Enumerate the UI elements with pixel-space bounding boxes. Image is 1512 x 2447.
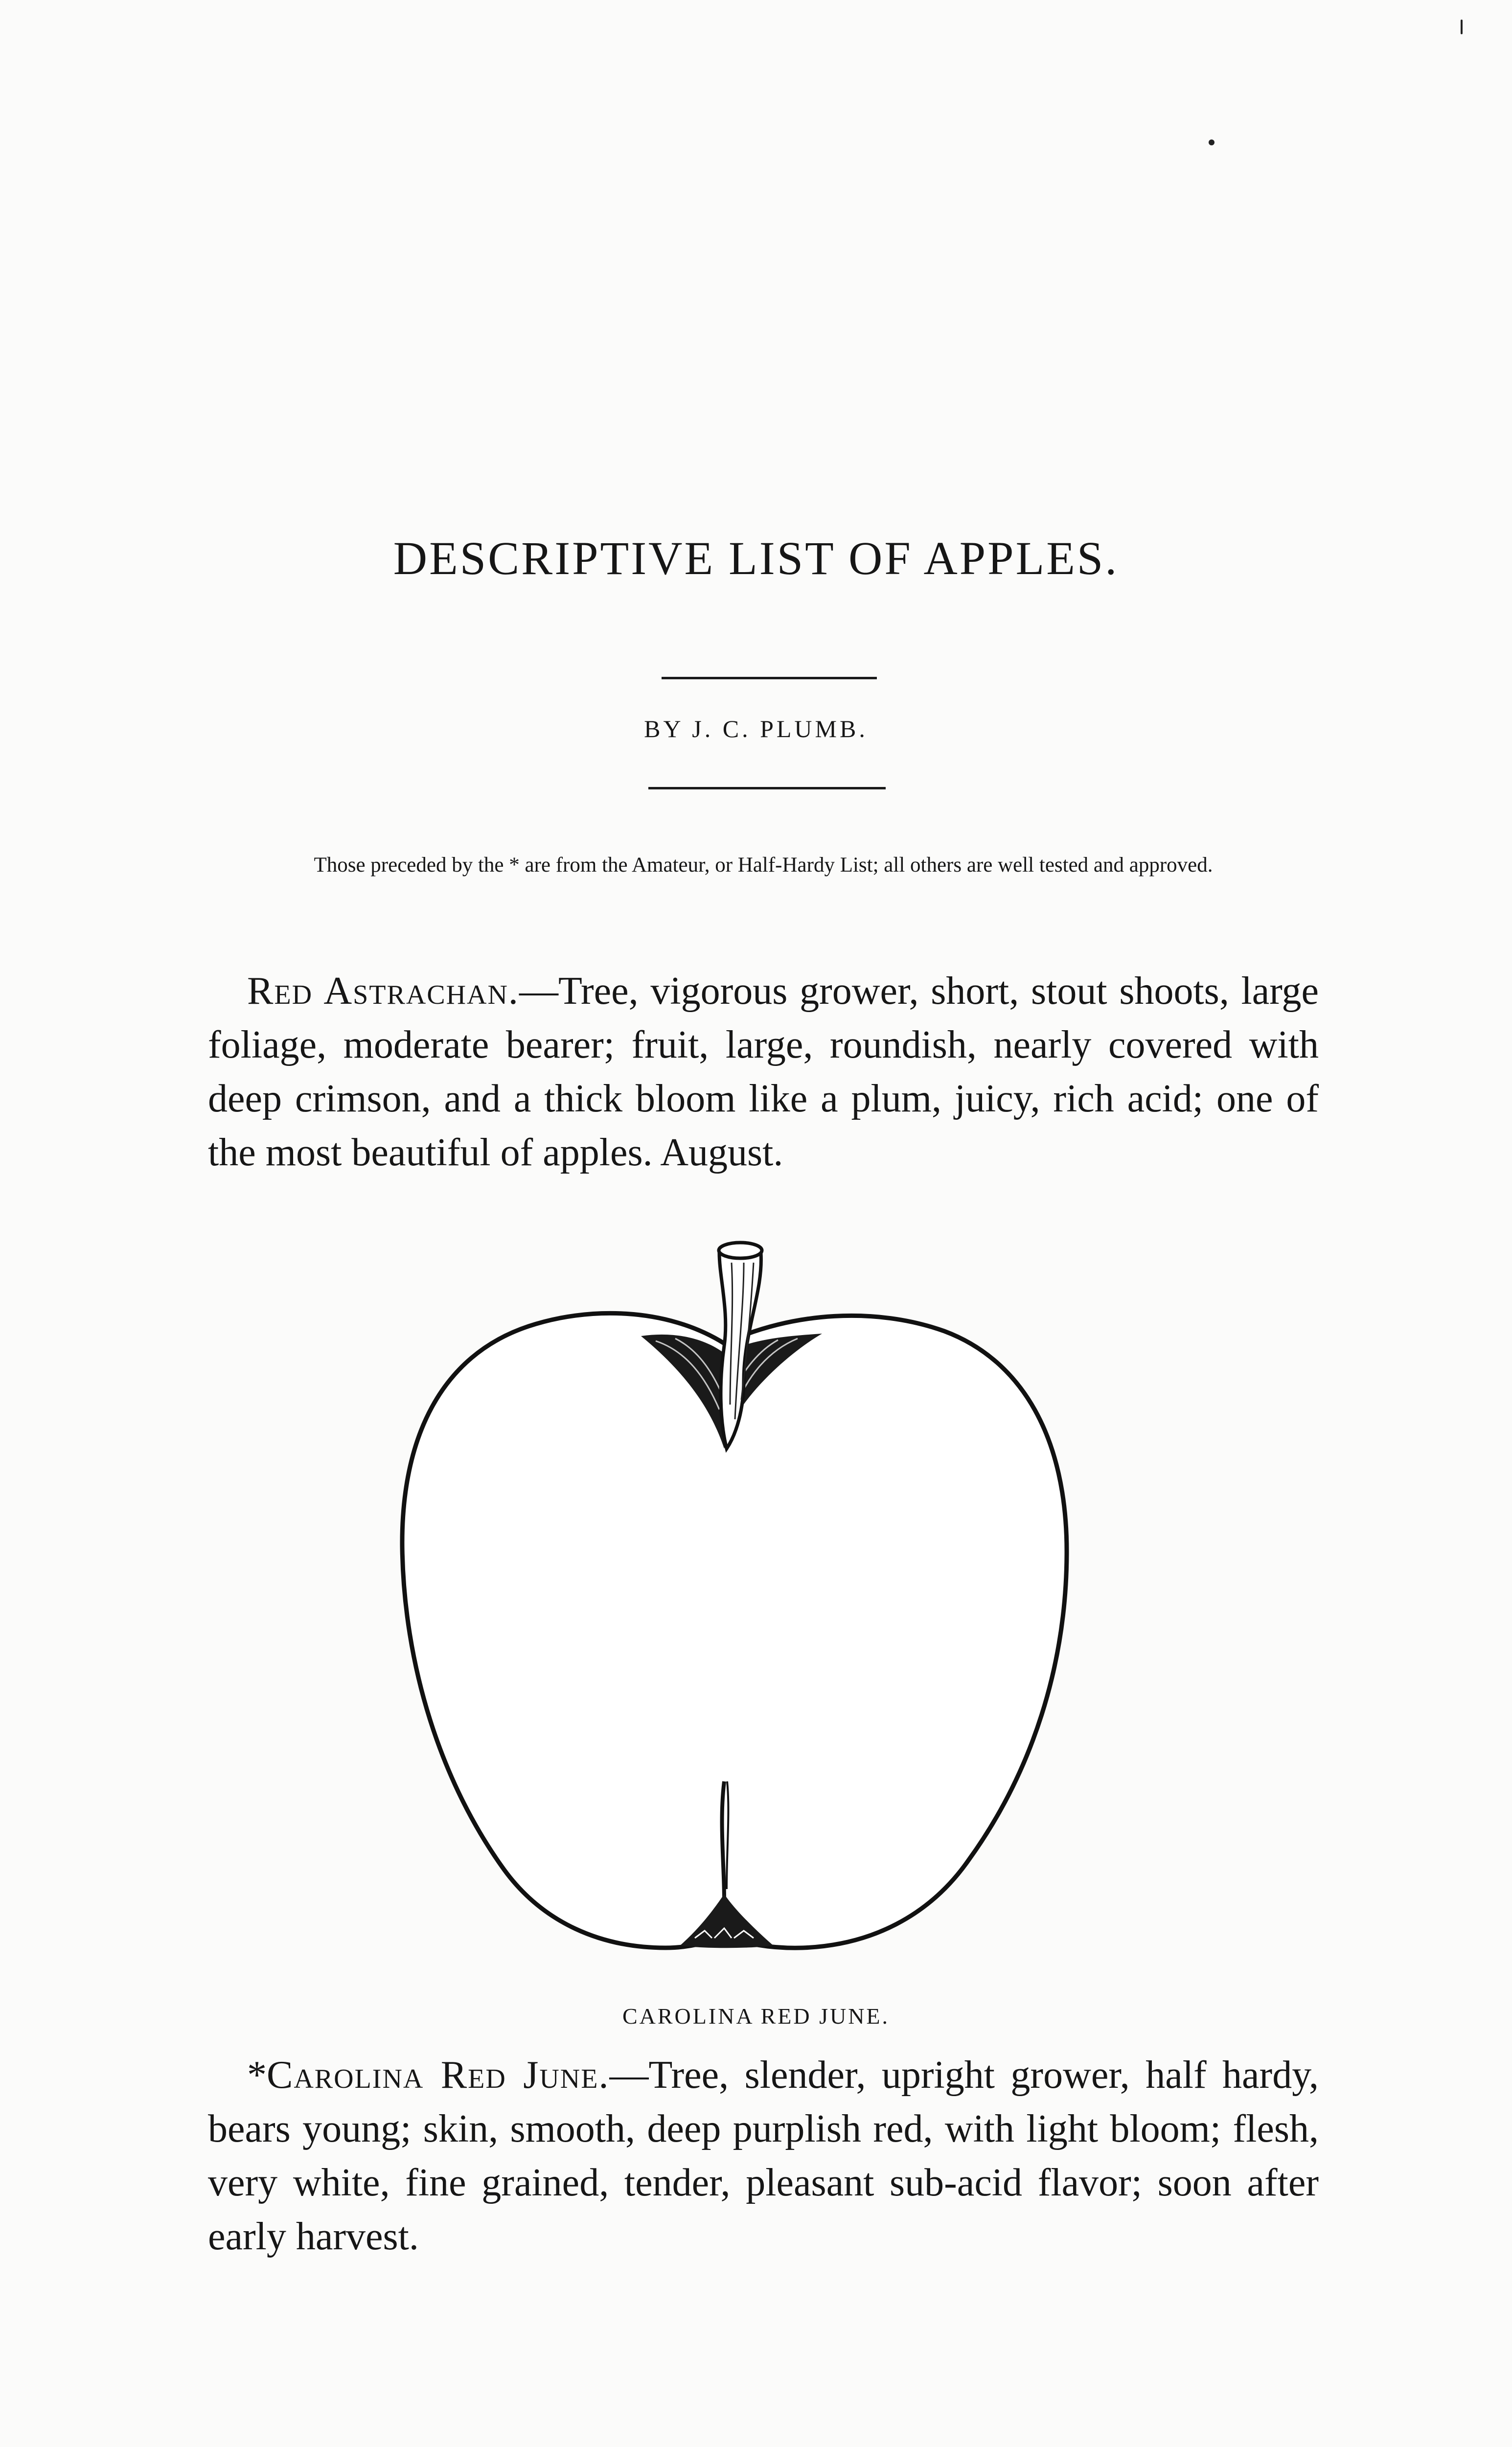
stem-tip bbox=[719, 1243, 762, 1258]
entry-carolina-red-june bbox=[208, 2048, 1319, 2263]
byline-rule bbox=[648, 787, 886, 789]
apple-illustration bbox=[382, 1233, 1101, 1992]
list-note: Those preceded by the * are from the Amateur, or Half-Hardy List; all others are well tested and approved. bbox=[314, 854, 1213, 877]
figure-caption: CAROLINA RED JUNE. bbox=[622, 2004, 890, 2029]
entry-red-astrachan bbox=[208, 964, 1319, 1179]
entry-description: —Tree, vigorous grower, short, stout shoots, large foliage, moderate bearer; fruit, large, roundish, nearly covered with deep crimson, and a thick bloom like a plum, juicy, rich acid; one of the most beautiful of apples. August. bbox=[208, 970, 1319, 1174]
entry-prefix-asterisk: * bbox=[247, 2054, 267, 2097]
page-title: DESCRIPTIVE LIST OF APPLES. bbox=[393, 532, 1119, 584]
entry-description: —Tree, slender, upright grower, half hardy, bears young; skin, smooth, deep purplish red, with light bloom; flesh, very white, fine grained, tender, pleasant sub-acid flavor; soon after early harvest. bbox=[208, 2054, 1319, 2258]
print-speck bbox=[1209, 139, 1214, 145]
author-byline: BY J. C. PLUMB. bbox=[644, 715, 868, 742]
entry-name: Red Astrachan. bbox=[247, 970, 519, 1013]
title-rule bbox=[662, 677, 877, 679]
core-line bbox=[722, 1781, 724, 1899]
entry-name: Carolina Red June. bbox=[267, 2054, 610, 2097]
print-speck bbox=[1461, 20, 1463, 34]
